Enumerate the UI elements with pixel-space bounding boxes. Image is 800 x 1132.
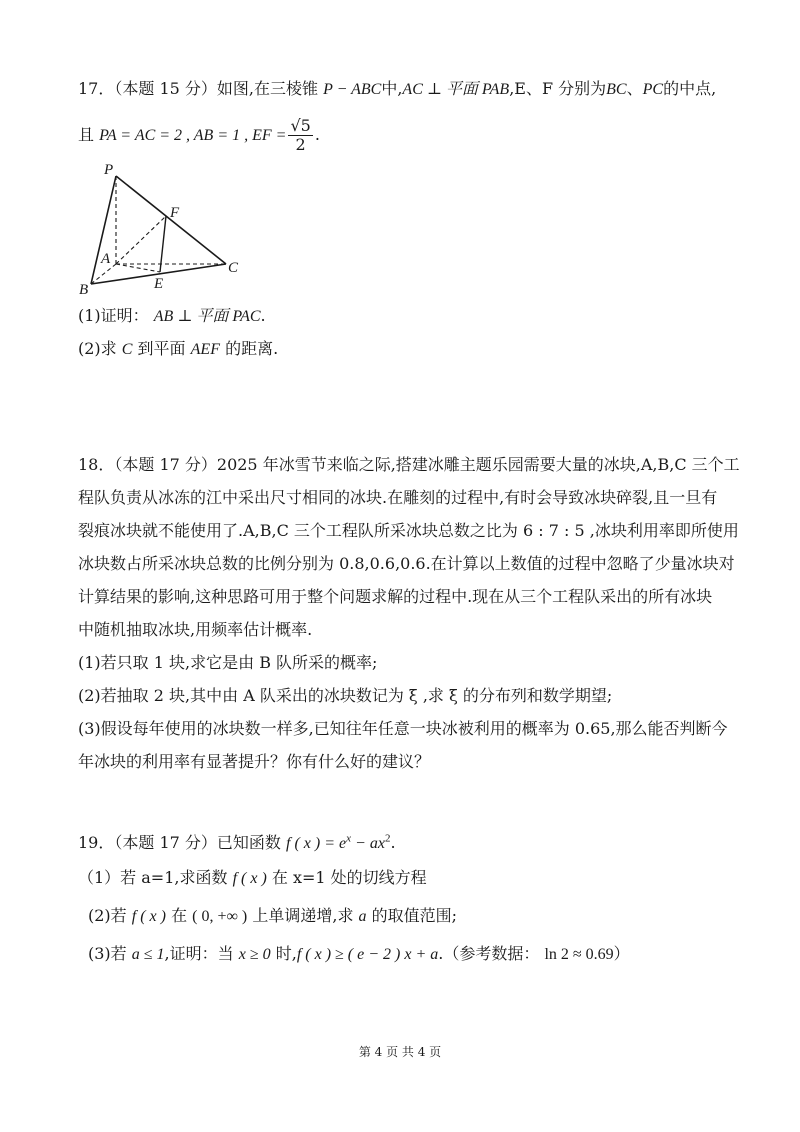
q19-number: 19． [78,833,115,852]
q19-exp-x: x [346,832,352,845]
q19-interval: ( 0, +∞ ) [192,908,248,925]
q17-line2 [78,115,320,156]
q17-part2-plane: AEF [190,341,220,358]
q19-text: 在 x=1 处的切线方程 [271,868,427,887]
q18-line: 计算结果的影响,这种思路可用于整个问题求解的过程中.现在从三个工程队采出的所有冰块 [78,587,713,606]
q17-part1-prefix: (1)证明： [78,306,149,325]
q19-text: （1）若 a=1,求函数 [78,868,228,887]
q19-func-a: f ( x ) = e [286,835,347,852]
q18-part1: (1)若只取 1 块,求它是由 B 队所采的概率; [78,653,378,672]
q17-text: 到平面 [137,339,186,358]
q19-text: (3)若 [88,944,127,963]
q18-line: 18．（本题 17 分）2025 年冰雪节来临之际,搭建冰雕主题乐园需要大量的冰块,A,B,C 三个工 [78,455,740,474]
label-p: P [104,162,114,178]
q17-part2-prefix: (2)求 [78,339,117,358]
q19-text: 的取值范围; [371,906,458,925]
q17-fraction [288,117,312,154]
q19-var-a: a [358,908,367,925]
q19-function [286,832,391,852]
q17-part1-math: AB ⊥ 平面 PAC [153,308,261,325]
q17-text: . [260,306,266,325]
q17-text: ,E、F 分别为 [509,79,607,98]
q17-text: . [314,125,320,144]
q17-seg-pc: PC [642,81,664,98]
q17-line1 [78,78,716,101]
q18-line: 程队负责从冰冻的江中采出尺寸相同的冰块.在雕刻的过程中,有时会导致冰块碎裂,且一旦有 [78,488,718,507]
edge-pb [91,176,116,284]
q19-cond: a ≤ 1 [131,946,165,963]
label-c: C [228,260,239,276]
q19-inequality: f ( x ) ≥ ( e − 2 ) x + a [296,946,439,963]
q19-x-cond: x ≥ 0 [238,946,271,963]
q18-line: 裂痕冰块就不能使用了.A,B,C 三个工程队所采冰块总数之比为 6 : 7 : 5 ,冰块利用率即所使用 [78,521,739,540]
q17-text: 的中点, [663,79,717,98]
q19-part2 [88,905,457,928]
pyramid-figure [78,160,248,295]
q19-part3 [88,943,630,966]
q17-part1 [78,305,266,328]
q17-text: 如图,在三棱锥 [216,79,319,98]
q19-text: ,证明：当 [164,944,234,963]
q18-part3-line1: (3)假设每年使用的冰块数一样多,已知往年任意一块冰被利用的概率为 0.65,那么能否判断今 [78,719,728,738]
q17-number: 17． [78,79,115,98]
label-a: A [101,251,111,267]
q19-line1 [78,832,396,855]
q17-cond2: PA = AC = 2 , AB = 1 , EF = [99,127,287,144]
segment-af [116,216,166,264]
q19-func-ref: f ( x ) [232,870,267,887]
q17-seg-bc: BC [606,81,627,98]
page-footer: 第 4 页 共 4 页 [358,1045,442,1059]
q17-points: （本题 15 分） [114,79,217,98]
q17-pyramid: P − ABC [323,81,382,98]
q19-func-ref: f ( x ) [131,908,166,925]
q19-points: （本题 17 分） [114,833,217,852]
q17-part2-point: C [121,341,133,358]
q19-exp-2: 2 [384,832,391,845]
q18-part2: (2)若抽取 2 块,其中由 A 队采出的冰块数记为 ξ ,求 ξ 的分布列和数学期望; [78,686,613,705]
q19-part1 [78,867,427,890]
q19-text: (2)若 [88,906,127,925]
label-f: F [170,205,180,221]
q18-line: 冰块数占所采冰块总数的比例分别为 0.8,0.6,0.6.在计算以上数值的过程中忽略了少量冰块对 [78,554,735,573]
q19-text: 时, [275,944,297,963]
q17-frac-num: √ 5 [290,116,310,135]
q19-reference: ln 2 ≈ 0.69 [544,946,614,963]
q17-frac-den: 2 [295,135,306,154]
label-b: B [79,282,89,295]
q17-text: 的距离. [225,339,279,358]
q18-line: 中随机抽取冰块,用频率估计概率. [78,620,313,639]
q19-func-b: − ax [351,835,385,852]
q17-cond1: AC ⊥ 平面 PAB [402,81,510,98]
q19-text: .（参考数据： [438,944,540,963]
q19-text: . [390,833,396,852]
q17-text: 且 [78,125,95,144]
q18-part3-line2: 年冰块的利用率有显著提升？你有什么好的建议？ [78,752,431,771]
q17-text: 中, [381,79,403,98]
q19-text: 上单调递增,求 [252,906,354,925]
q17-part2 [78,338,278,361]
q19-text: 已知函数 [216,833,281,852]
q19-text: 在 [171,906,188,925]
q19-text: ） [613,944,630,963]
segment-ae [116,264,160,272]
label-e: E [154,276,164,292]
q17-text: 、 [626,79,643,98]
